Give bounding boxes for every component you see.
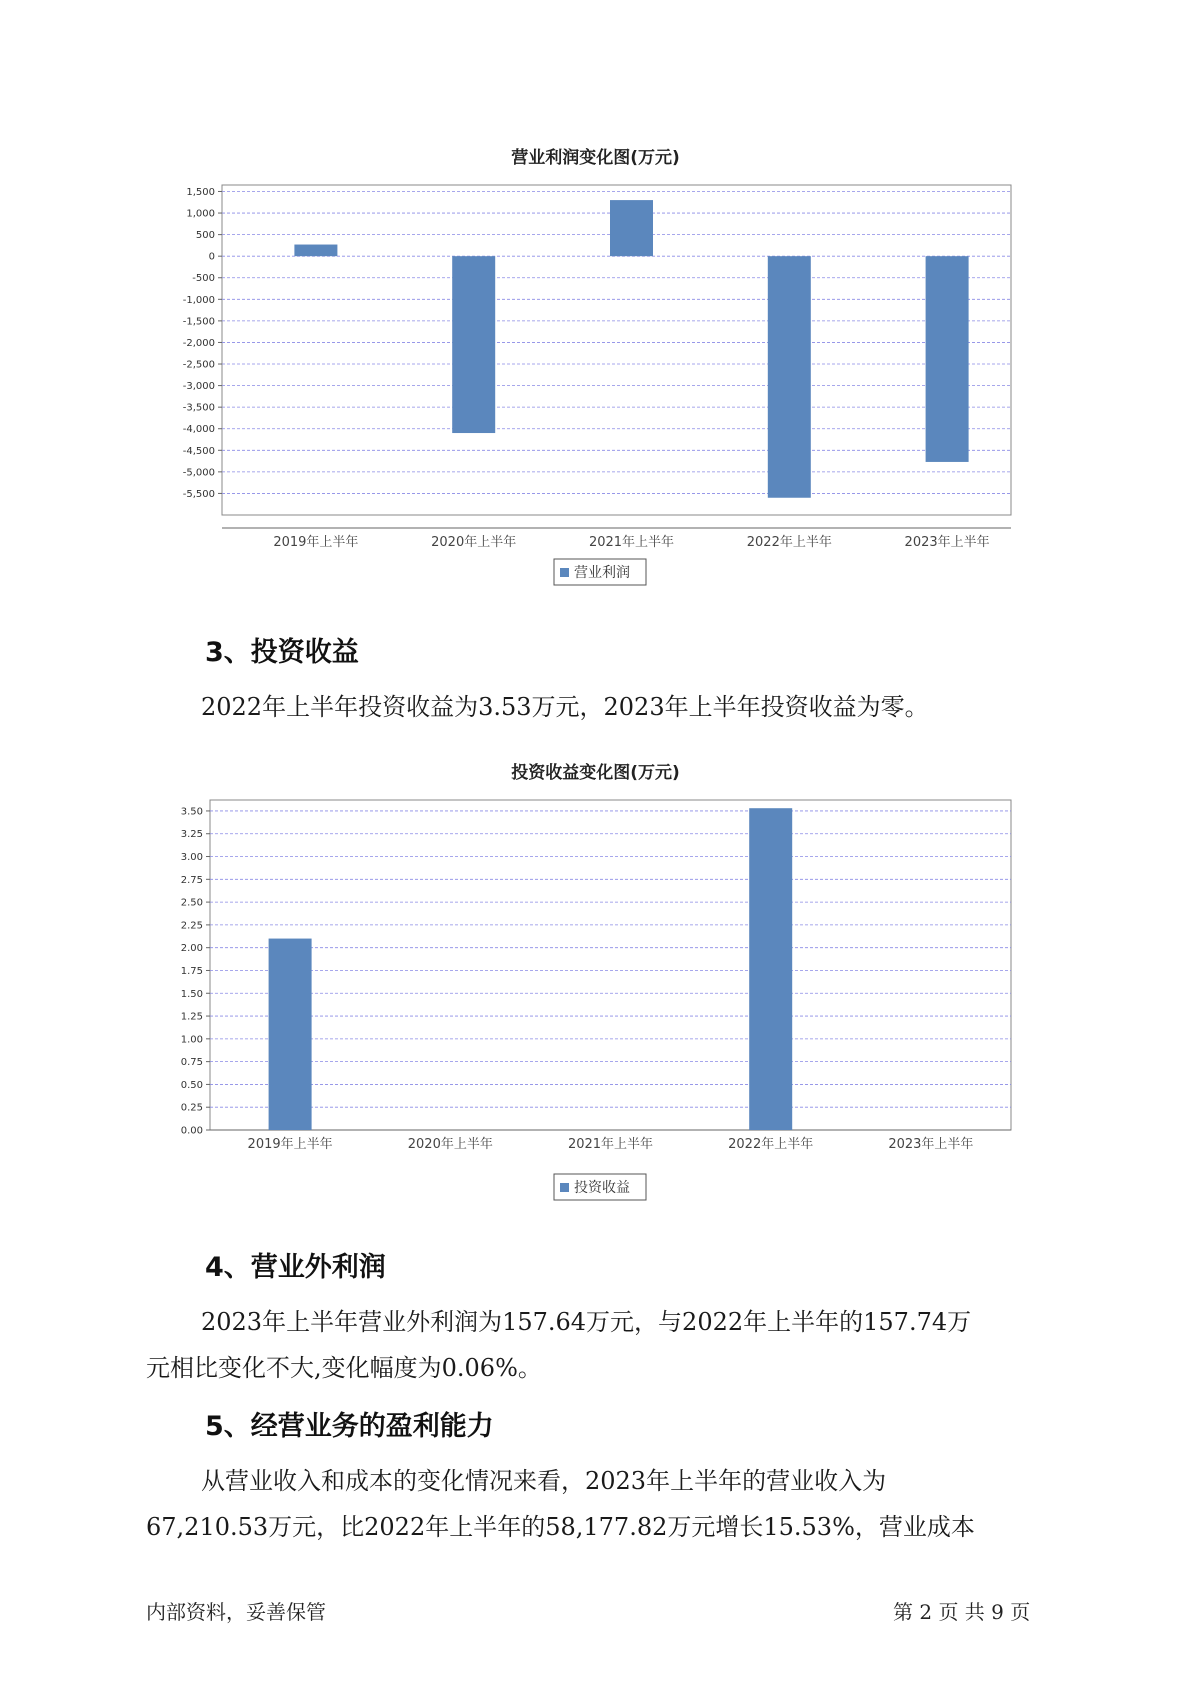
chart-title-investment-income: 投资收益变化图(万元)	[511, 763, 680, 783]
x-category-label: 2021年上半年	[588, 535, 675, 550]
x-category-label: 2022年上半年	[728, 1137, 814, 1152]
y-tick-label: 2.75	[180, 874, 203, 886]
y-tick-label: 3.50	[180, 806, 203, 818]
section-heading-non-operating-profit: 4、营业外利润	[205, 1252, 386, 1283]
paragraph-non-operating-profit-line2: 元相比变化不大,变化幅度为0.06%。	[146, 1354, 542, 1382]
y-tick-label: 2.00	[180, 943, 203, 955]
chart-title-operating-profit: 营业利润变化图(万元)	[511, 148, 680, 168]
y-tick-label: -3,500	[182, 402, 215, 414]
y-tick-label: 0.50	[180, 1079, 203, 1091]
x-category-label: 2023年上半年	[904, 535, 990, 550]
y-tick-label: 3.00	[180, 852, 203, 864]
footer-confidential-note: 内部资料，妥善保管	[146, 1600, 326, 1624]
y-tick-label: 0.75	[180, 1057, 203, 1069]
investment-income-chart	[0, 765, 1191, 1205]
section-heading-profitability: 5、经营业务的盈利能力	[205, 1411, 494, 1442]
x-category-label: 2021年上半年	[567, 1137, 654, 1152]
x-category-label: 2023年上半年	[888, 1137, 974, 1152]
y-tick-label: 1.75	[180, 965, 203, 977]
y-tick-label: -1,000	[182, 294, 215, 306]
y-tick-label: 1,000	[186, 208, 215, 220]
y-tick-label: -5,000	[182, 467, 215, 479]
paragraph-profitability-line1: 从营业收入和成本的变化情况来看，2023年上半年的营业收入为	[201, 1467, 887, 1495]
y-tick-label: 500	[195, 230, 215, 242]
bar-2022年上半年	[768, 256, 811, 498]
bar-2020年上半年	[452, 256, 495, 433]
y-tick-label: -3,000	[182, 381, 215, 393]
x-category-label: 2019年上半年	[273, 535, 359, 550]
y-tick-label: 2.50	[180, 897, 203, 909]
y-tick-label: 0.00	[180, 1125, 203, 1137]
legend-label: 投资收益	[574, 1180, 630, 1196]
x-category-label: 2020年上半年	[431, 535, 517, 550]
y-tick-label: 2.25	[180, 920, 203, 932]
y-tick-label: -2,500	[182, 359, 215, 371]
x-category-label: 2020年上半年	[407, 1137, 493, 1152]
x-category-label: 2019年上半年	[247, 1137, 333, 1152]
y-tick-label: -4,000	[182, 424, 215, 436]
bar-2021年上半年	[610, 200, 653, 256]
bar-2019年上半年	[269, 939, 312, 1130]
y-tick-label: 0	[208, 251, 215, 263]
legend-swatch	[560, 568, 569, 577]
y-tick-label: 1.25	[180, 1011, 203, 1023]
section-heading-investment-income: 3、投资收益	[205, 637, 359, 668]
y-tick-label: -500	[192, 273, 215, 285]
legend-swatch	[560, 1183, 569, 1192]
y-tick-label: 1.00	[180, 1034, 203, 1046]
legend-label: 营业利润	[574, 565, 630, 581]
legend	[554, 559, 646, 585]
operating-profit-chart	[0, 150, 1191, 590]
paragraph-non-operating-profit-line1: 2023年上半年营业外利润为157.64万元，与2022年上半年的157.74万	[201, 1308, 972, 1336]
x-category-label: 2022年上半年	[746, 535, 832, 550]
plot-area	[210, 800, 1011, 1130]
footer-page-number: 第 2 页 共 9 页	[893, 1600, 1031, 1624]
y-tick-label: -1,500	[182, 316, 215, 328]
y-tick-label: 1,500	[186, 186, 215, 198]
y-tick-label: 1.50	[180, 988, 203, 1000]
y-tick-label: 3.25	[180, 829, 203, 841]
bar-2019年上半年	[294, 245, 337, 257]
y-tick-label: -2,000	[182, 337, 215, 349]
y-tick-label: -5,500	[182, 488, 215, 500]
bar-2022年上半年	[749, 808, 792, 1130]
paragraph-profitability-line2: 67,210.53万元，比2022年上半年的58,177.82万元增长15.53%，营业成本	[146, 1513, 975, 1541]
legend	[554, 1174, 646, 1200]
bar-2023年上半年	[926, 256, 969, 462]
y-tick-label: 0.25	[180, 1102, 203, 1114]
y-tick-label: -4,500	[182, 445, 215, 457]
paragraph-investment-income: 2022年上半年投资收益为3.53万元，2023年上半年投资收益为零。	[201, 693, 929, 721]
